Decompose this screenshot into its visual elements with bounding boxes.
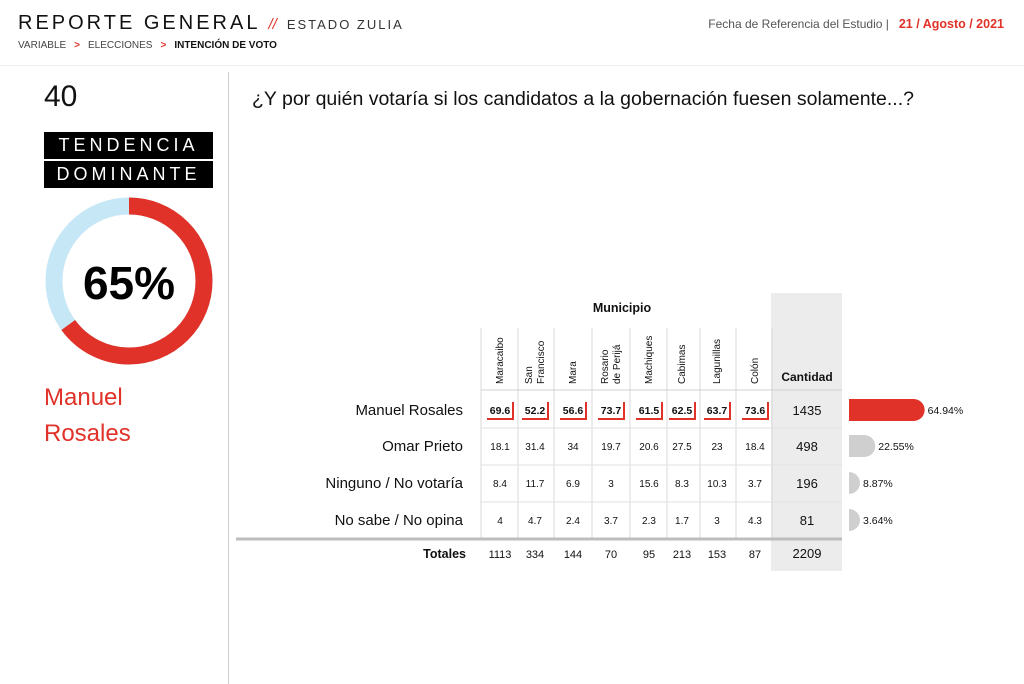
total-cell-7: 87 <box>748 549 762 561</box>
total-cell-6: 153 <box>707 549 727 561</box>
cell-2-4: 15.6 <box>639 479 659 490</box>
percent-bar-0 <box>849 399 925 421</box>
cell-3-2: 2.4 <box>566 516 580 527</box>
breadcrumb <box>18 40 404 51</box>
breadcrumb-arrow-icon: > <box>74 40 81 51</box>
municipio-header-2: Mara <box>568 361 579 384</box>
winner-last-name: Rosales <box>44 420 131 447</box>
percent-label-1: 22.55% <box>878 441 914 453</box>
sidebar-divider <box>228 72 229 684</box>
breadcrumb-item-elecciones[interactable]: ELECCIONES <box>88 40 153 51</box>
cell-0-5: 62.5 <box>671 405 693 417</box>
breadcrumb-item-variable[interactable]: VARIABLE <box>18 40 67 51</box>
winner-first-name: Manuel <box>44 384 123 411</box>
breadcrumb-arrow-icon: > <box>160 40 167 51</box>
cell-1-5: 27.5 <box>672 442 692 453</box>
total-cell-5: 213 <box>672 549 692 561</box>
municipio-header-3: Rosariode Perijá <box>600 344 623 384</box>
report-title: REPORTE GENERAL <box>18 12 261 34</box>
row-label-1: Omar Prieto <box>382 438 463 455</box>
cantidad-value-2: 196 <box>796 476 818 491</box>
date-value: 21 / Agosto / 2021 <box>898 17 1004 31</box>
report-subtitle: ESTADO ZULIA <box>286 17 404 32</box>
municipio-header-5: Cabimas <box>677 344 688 384</box>
date-label: Fecha de Referencia del Estudio | <box>708 17 889 31</box>
percent-label-0: 64.94% <box>927 405 964 417</box>
percent-label-3: 3.64% <box>863 515 893 527</box>
cantidad-header: Cantidad <box>781 370 833 384</box>
cantidad-value-1: 498 <box>796 439 818 454</box>
cell-0-4: 61.5 <box>638 405 660 417</box>
total-cell-2: 144 <box>563 549 583 561</box>
cell-0-0: 69.6 <box>489 405 511 417</box>
cantidad-value-3: 81 <box>799 513 815 528</box>
total-cell-1: 334 <box>525 549 545 561</box>
row-label-0: Manuel Rosales <box>355 402 463 419</box>
cell-0-6: 63.7 <box>706 405 728 417</box>
donut-percent-label: 65% <box>82 257 176 309</box>
row-label-3: No sabe / No opina <box>334 512 463 529</box>
cell-3-0: 4 <box>497 516 503 527</box>
cell-1-2: 34 <box>567 442 579 453</box>
cell-1-0: 18.1 <box>490 442 510 453</box>
cell-3-5: 1.7 <box>675 516 689 527</box>
cell-2-7: 3.7 <box>748 479 762 490</box>
cell-2-0: 8.4 <box>493 479 507 490</box>
cell-3-4: 2.3 <box>642 516 656 527</box>
title-separator: // <box>268 16 277 33</box>
cell-3-6: 3 <box>714 516 720 527</box>
municipio-header-7: Colón <box>750 357 761 384</box>
cell-1-4: 20.6 <box>639 442 659 453</box>
total-cell-4: 95 <box>642 549 656 561</box>
page-number: 40 <box>44 80 78 113</box>
survey-question: ¿Y por quién votaría si los candidatos a la gobernación fuesen solamente...? <box>252 88 914 110</box>
total-cantidad: 2209 <box>792 546 822 561</box>
cell-0-2: 56.6 <box>562 405 584 417</box>
percent-bar-3 <box>849 509 860 531</box>
total-cell-0: 1113 <box>488 549 512 561</box>
cell-3-3: 3.7 <box>604 516 618 527</box>
percent-label-2: 8.87% <box>863 478 893 490</box>
title-row <box>18 12 404 35</box>
winner-name <box>44 380 214 452</box>
cell-2-6: 10.3 <box>707 479 727 490</box>
cell-1-1: 31.4 <box>525 442 545 453</box>
badge-tendencia: TENDENCIA <box>44 132 213 159</box>
cell-2-3: 3 <box>608 479 614 490</box>
totals-label: Totales <box>423 547 466 561</box>
results-table-chart <box>236 290 996 590</box>
municipio-header-6: Lagunillas <box>712 338 723 384</box>
header-divider <box>0 65 1024 66</box>
breadcrumb-item-current: INTENCIÓN DE VOTO <box>174 40 277 51</box>
percent-bar-1 <box>849 435 875 457</box>
cantidad-value-0: 1435 <box>792 403 822 418</box>
municipio-header-4: Machiques <box>644 335 655 384</box>
results-table-svg <box>236 290 996 590</box>
cell-2-5: 8.3 <box>675 479 689 490</box>
cell-2-1: 11.7 <box>525 479 545 490</box>
row-label-2: Ninguno / No votaría <box>325 475 463 492</box>
cell-1-3: 19.7 <box>601 442 621 453</box>
municipio-header-1: SanFrancisco <box>524 340 547 384</box>
percent-bar-2 <box>849 472 860 494</box>
cell-1-6: 23 <box>711 442 723 453</box>
cell-0-1: 52.2 <box>524 405 546 417</box>
cantidad-column-bg <box>771 293 842 571</box>
cell-3-1: 4.7 <box>528 516 542 527</box>
badge-dominante: DOMINANTE <box>44 161 213 188</box>
municipio-title: Municipio <box>592 301 652 315</box>
cell-3-7: 4.3 <box>748 516 762 527</box>
cell-0-3: 73.7 <box>600 405 622 417</box>
report-header <box>18 12 404 51</box>
cell-1-7: 18.4 <box>745 442 765 453</box>
cell-0-7: 73.6 <box>744 405 766 417</box>
municipio-header-0: Maracaibo <box>495 337 506 384</box>
reference-date <box>708 17 1004 31</box>
total-cell-3: 70 <box>604 549 618 561</box>
cell-2-2: 6.9 <box>566 479 580 490</box>
